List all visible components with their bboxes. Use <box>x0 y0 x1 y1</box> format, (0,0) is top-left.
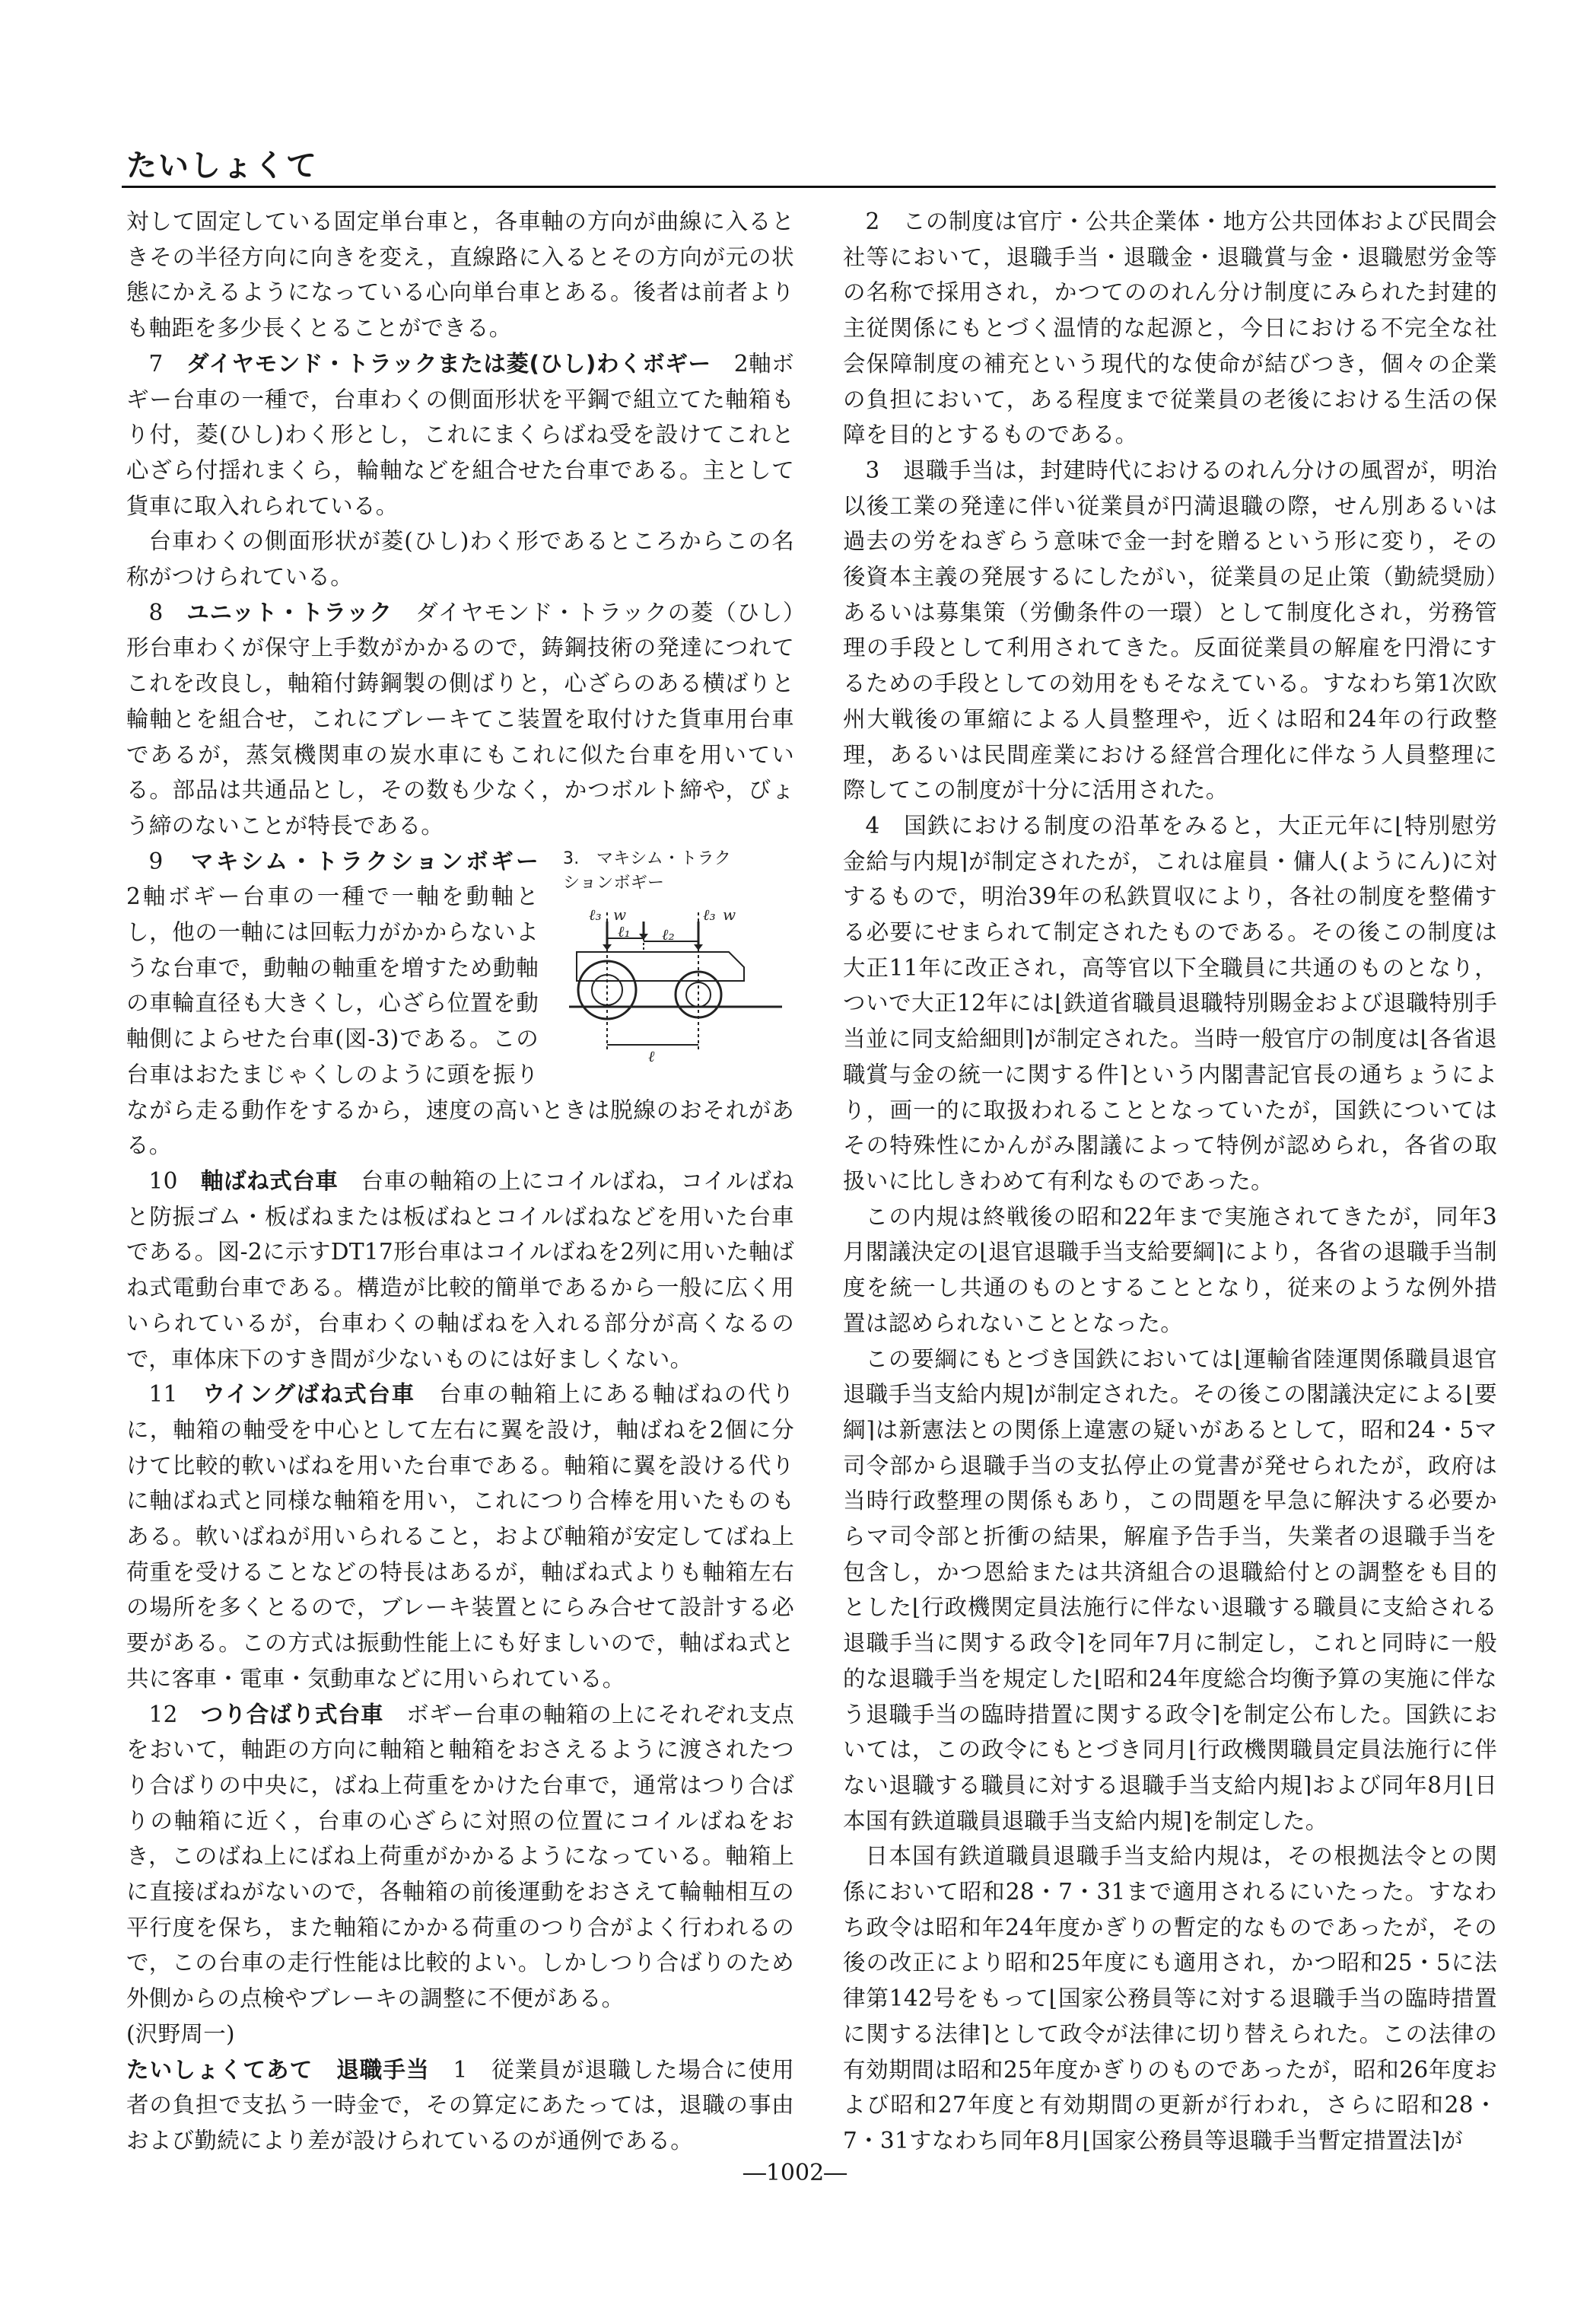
figure-maxim-traction-bogie <box>554 847 794 1075</box>
figure-caption-line1: 3. マキシム・トラク <box>563 848 732 868</box>
item-10 <box>126 1164 794 1377</box>
entry-headword: たいしょくてあて 退職手当 <box>126 2056 430 2083</box>
item-text: ダイヤモンド・トラックの菱（ひし）形台車わくが保守上手数がかかるので，鋳鋼技術の発達につれてこれを改良し，軸箱付鋳鋼製の側ばりと，心ざらのある横ばりと輪軸とを組合せ，これにブレーキてこ装置を取付けた貨車用台車であるが，蒸気機関車の炭水車にもこれに似た台車を用いている。部品は共通品とし，その数も少なく，かつボルト締や，びょう締のないことが特長である。 <box>126 599 794 839</box>
right-paragraph: 4 国鉄における制度の沿革をみると，大正元年に⌊特別慰労金給与内規⌉が制定されたが，これは雇員・傭人(ようにん)に対するもので，明治39年の私鉄買収により，各社の制度を整備する必要にせまられて制定されたものである。その後この制度は大正11年に改正され，高等官以下全職員に共通のものとなり，ついで大正12年には⌊鉄道省職員退職特別賜金および退職特別手当並に同支給細則⌉が制定された。当時一般官庁の制度は⌊各省退職賞与金の統一に関する件⌉という内閣書記官長の通ちょうにより，画一的に取扱われることとなっていたが，国鉄についてはその特殊性にかんがみ閣議によって特例が認められ，各省の取扱いに比しきわめて有利なものであった。 <box>843 812 1497 1194</box>
item-text: 台車の軸箱の上にコイルばね，コイルばねと防振ゴム・板ばねまたは板ばねとコイルばねなどを用いた台車である。図-2に示すDT17形台車はコイルばねを2列に用いた軸ばね式電動台車である。構造が比較的簡単であるから一般に広く用いられているが，台車わくの軸ばねを入れる部分が高くなるので，車体床下のすき間が少ないものには好ましくない。 <box>126 1167 794 1372</box>
figure-caption-line2: ションボギー <box>563 873 665 893</box>
author-credit: (沢野周一) <box>126 2020 235 2047</box>
label-l: ℓ <box>648 1046 655 1065</box>
item-number: 12 <box>148 1701 178 1727</box>
label-l3-left: ℓ₃ <box>589 905 602 924</box>
item-text: 2軸ボギー台車の一種で，台車わくの側面形状を平鋼で組立てた軸箱もり付，菱(ひし)わく形とし，これにまくらばね受を設けてこれと心ざら付揺れまくら，輪軸などを組合せた台車である。主として貨車に取入れられている。 <box>126 350 794 519</box>
item-term: ウイングばね式台車 <box>202 1381 415 1408</box>
header-rule <box>122 186 1496 188</box>
right-paragraph: この要綱にもとづき国鉄においては⌊運輸省陸運関係職員退官退職手当支給内規⌉が制定された。その後この閣議決定による⌊要綱⌉は新憲法との関係上違憲の疑いがあるとして，昭和24・5マ司令部から退職手当の支払停止の覚書が発せられたが，政府は当時行政整理の関係もあり，この問題を早急に解決する必要からマ司令部と折衝の結果，解雇予告手当，失業者の退職手当を包含し，かつ恩給または共済組合の退職給付との調整をも目的とした⌊行政機関定員法施行に伴ない退職する職員に支給される退職手当に関する政令⌉を同年7月に制定し，これと同時に一般的な退職手当を規定した⌊昭和24年度総合均衡予算の実施に伴なう退職手当の臨時措置に関する政令⌉を制定公布した。国鉄においては，この政令にもとづき同月⌊行政機関職員定員法施行に伴ない退職する職員に対する退職手当支給内規⌉および同年8月⌊日本国有鉄道職員退職手当支給内規⌉を制定した。 <box>843 1345 1497 1834</box>
label-l3-right: ℓ₃ <box>703 905 716 924</box>
right-paragraph: 3 退職手当は，封建時代におけるのれん分けの風習が，明治以後工業の発達に伴い従業員が円満退職の際，せん別あるいは過去の労をねぎらう意味で金一封を贈るという形に変り，その後資本主義の発展するにしたがい，従業員の足止策（勤続奨励）あるいは募集策（労働条件の一環）として制度化され，労務管理の手段として利用されてきた。反面従業員の解雇を円滑にするための手段としての効用をもそなえている。すなわち第1次欧州大戦後の軍縮による人員整理や，近くは昭和24年の行政整理，あるいは民間産業における経営合理化に伴なう人員整理に際してこの制度が十分に活用された。 <box>843 457 1497 804</box>
item-term: ダイヤモンド・トラックまたは菱(ひし)わくボギー <box>186 350 711 377</box>
continuation-paragraph: 対して固定している固定単台車と，各車軸の方向が曲線に入るときその半径方向に向きを変え，直線路に入るとその方向が元の状態にかえるようになっている心向単台車とある。後者は前者よりも軸距を多少長くとることができる。 <box>126 209 794 342</box>
entry-text: 1 従業員が退職した場合に使用者の負担で支払う一時金で，その算定にあたっては，退職の事由および勤続により差が設けられているのが通例である。 <box>126 2056 794 2154</box>
item-7-extra: 台車わくの側面形状が菱(ひし)わく形であるところからこの名称がつけられている。 <box>126 528 794 591</box>
label-l2: ℓ₂ <box>662 925 675 944</box>
page-number: ―1002― <box>743 2160 847 2186</box>
label-l1: ℓ₁ <box>618 922 631 941</box>
item-term: マキシム・トラクションボギー <box>190 848 539 874</box>
arrowhead-right <box>694 944 703 950</box>
item-11 <box>126 1377 794 1696</box>
label-w-right: w <box>723 905 736 924</box>
item-12 <box>126 1697 794 2017</box>
item-text: 台車の軸箱上にある軸ばねの代りに，軸箱の軸受を中心として左右に翼を設け，軸ばねを2個に分けて比較的軟いばねを用いた台車である。軸箱に翼を設ける代りに軸ばね式と同様な軸箱を用い，これにつり合棒を用いたものもある。軟いばねが用いられること，および軸箱が安定してばね上荷重を受けることなどの特長はあるが，軸ばね式よりも軸箱左右の場所を多くとるので，ブレーキ装置とにらみ合せて設計する必要がある。この方式は振動性能上にも好ましいので，軸ばね式と共に客車・電車・気動車などに用いられている。 <box>126 1381 795 1692</box>
item-9 <box>126 844 794 1164</box>
item-number: 11 <box>148 1381 178 1408</box>
item-term: 軸ばね式台車 <box>201 1167 339 1194</box>
item-8 <box>126 595 794 844</box>
item-7 <box>126 346 794 524</box>
item-number: 7 <box>148 350 164 377</box>
item-term: つり合ばり式台車 <box>200 1701 383 1727</box>
right-paragraph: 日本国有鉄道職員退職手当支給内規は，その根拠法令との関係において昭和28・7・31まで適用されるにいたった。すなわち政令は昭和年24年度かぎりの暫定的なものであったが，その後の改正により昭和25年度にも適用され，かつ昭和25・5に法律第142号をもって⌊国家公務員等に対する退職手当の臨時措置に関する法律⌉として政令が法律に切り替えられた。この法律の有効期間は昭和25年度かぎりのものであったが，昭和26年度および昭和27年度と有効期間の更新が行われ，さらに昭和28・7・31すなわち同年8月⌊国家公務員等退職手当暫定措置法⌉が <box>843 1843 1497 2154</box>
label-w-left: w <box>613 905 627 924</box>
left-column <box>126 204 794 2160</box>
item-number: 8 <box>148 599 164 626</box>
bogie-diagram <box>554 899 794 1069</box>
figure-caption <box>563 847 794 896</box>
page-header-title: たいしょくて <box>126 148 318 183</box>
item-number: 10 <box>148 1167 178 1194</box>
right-column <box>843 204 1497 2251</box>
item-text: 2軸ボギー台車の一種で一軸を動軸とし，他の一軸には回転力がかからないような台車で，動軸の軸重を増すため動軸の車輪直径も大きくし，心ざら位置を動軸側によらせた台車(図-3)である。この台車はおたまじゃくしのように頭を振りながら走る動作をするから，速度の高いときは脱線のおそれがある。 <box>126 883 794 1159</box>
arrowhead-left <box>603 944 612 950</box>
right-paragraph: 2 この制度は官庁・公共企業体・地方公共団体および民間会社等において，退職手当・退職金・退職賞与金・退職慰労金等の名称で採用され，かつてののれん分け制度にみられた封建的主従関係にもとづく温情的な起源と，今日における不完全な社会保障制度の補充という現代的な使命が結びつき，個々の企業の負担において，ある程度まで従業員の老後における生活の保障を目的とするものである。 <box>843 209 1497 448</box>
entry-taishoku-teate <box>126 2052 794 2159</box>
item-text: ボギー台車の軸箱の上にそれぞれ支点をおいて，軸距の方向に軸箱と軸箱をおさえるように渡されたつり合ばりの中央に，ばね上荷重をかけた台車で，通常はつり合ばりの軸箱に近く，台車の心ざらに対照の位置にコイルばねをおき，このばね上にばね上荷重がかかるようになっている。軸箱上に直接ばねがないので，各軸箱の前後運動をおさえて輪軸相互の平行度を保ち，また軸箱にかかる荷重のつり合がよく行われるので，この台車の走行性能は比較的よい。しかしつり合ばりのため外側からの点検やブレーキの調整に不便がある。 <box>126 1701 794 2012</box>
item-number: 9 <box>148 848 164 874</box>
right-paragraph: この内規は終戦後の昭和22年まで実施されてきたが，同年3月閣議決定の⌊退官退職手当支給要綱⌉により，各省の退職手当制度を統一し共通のものとすることとなり，従来のような例外措置は認められないこととなった。 <box>843 1203 1497 1336</box>
item-term: ユニット・トラック <box>186 599 393 626</box>
